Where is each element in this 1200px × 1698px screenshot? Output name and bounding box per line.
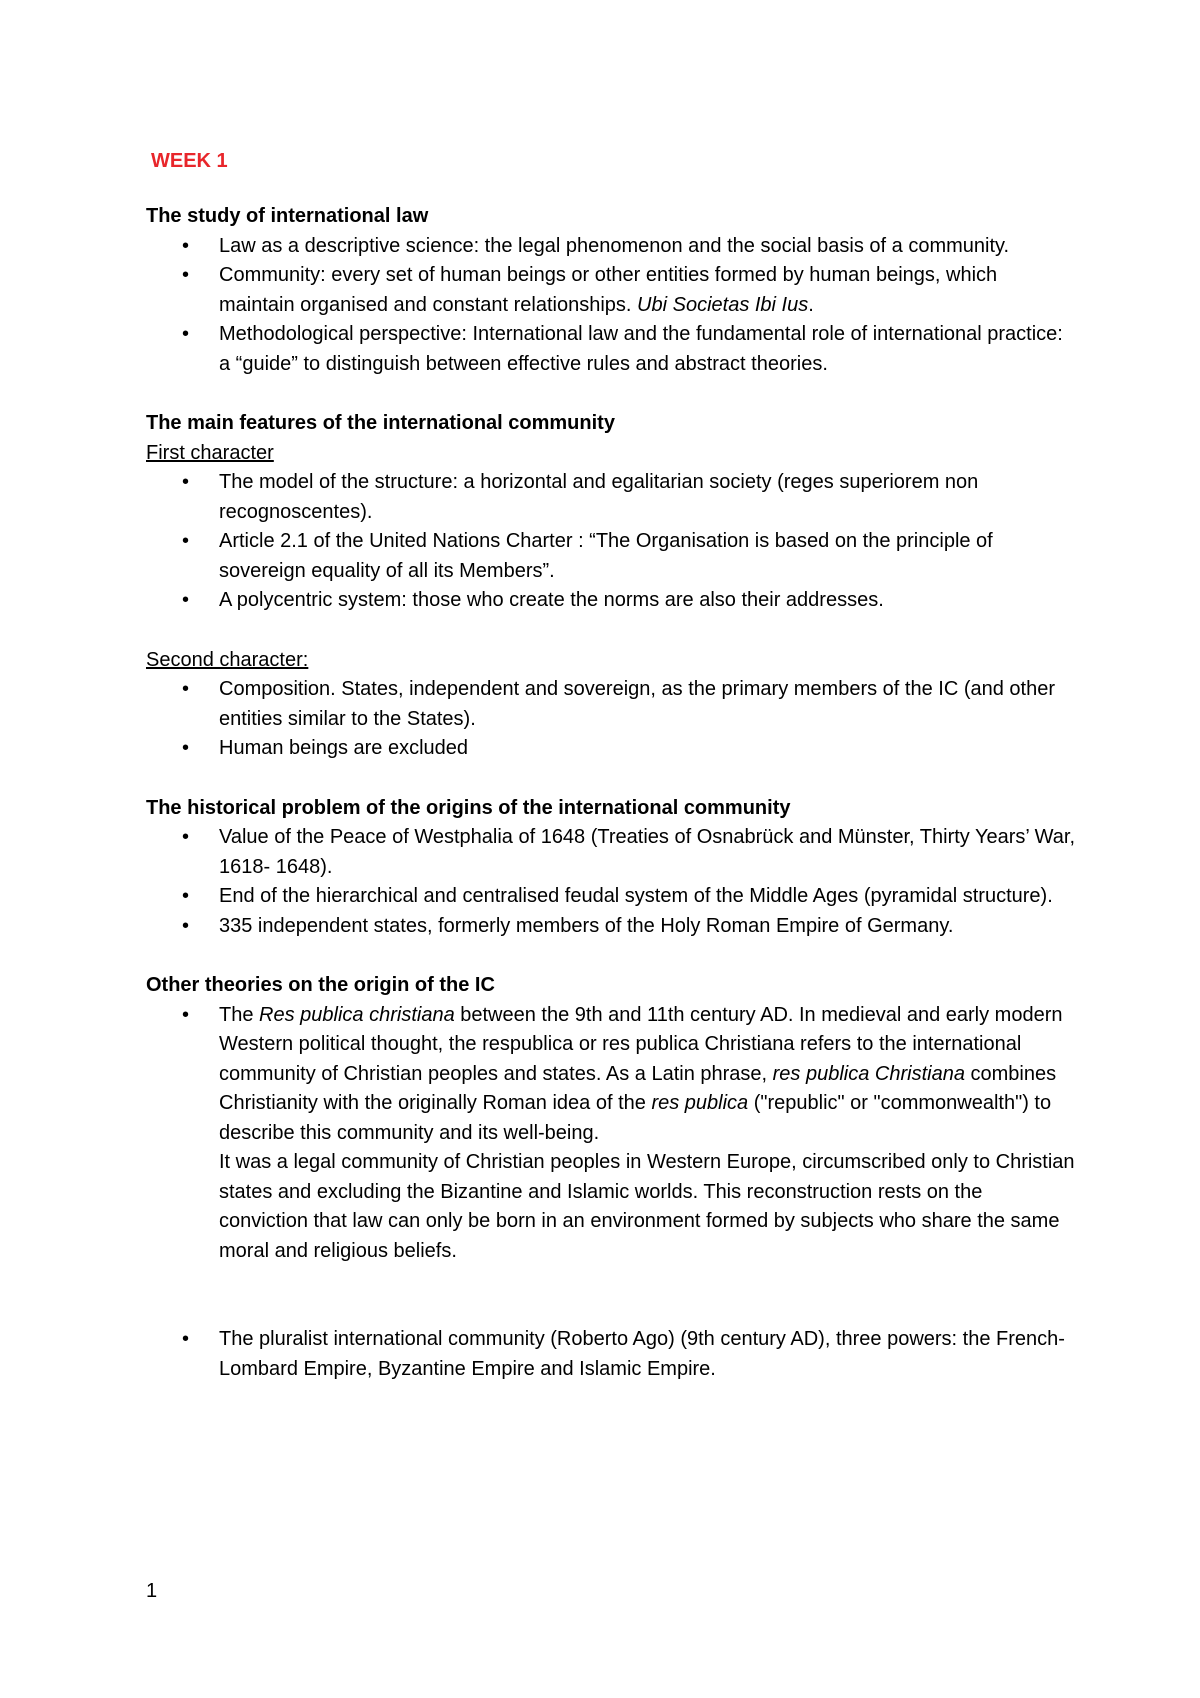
- list-item-text: The model of the structure: a horizontal and egalitarian society (reges superiorem non recognoscentes).: [219, 471, 979, 523]
- list-item: [146, 261, 1076, 320]
- bullet-icon: •: [182, 471, 190, 493]
- list-item-text: The Res publica christiana between the 9th and 11th century AD. In medieval and early modern Western political thought, the respublica or res publica Christiana refers to the international community of Christian peoples and states. As a Latin phrase, res publica Christiana combines Christianity with the originally Roman idea of the res publica ("republic" or "commonwealth") to describe this community and its well-being.: [219, 1003, 1063, 1144]
- list-item-text: Human beings are excluded: [219, 737, 469, 759]
- bullet-icon: •: [182, 826, 190, 848]
- list-item-text: Methodological perspective: International law and the fundamental role of international practice: a “guide” to distinguish between effective rules and abstract theories.: [219, 323, 1063, 375]
- list-item: [146, 912, 1076, 942]
- spacer: [146, 941, 1076, 971]
- bullet-icon: •: [182, 234, 190, 257]
- list-item-text: Composition. States, independent and sovereign, as the primary members of the IC (and other entities similar to the States).: [219, 678, 1056, 730]
- bullet-icon: •: [182, 1328, 190, 1350]
- list-item: [146, 882, 1076, 912]
- section-heading-features: The main features of the international community: [146, 412, 615, 434]
- spacer: [146, 616, 1076, 646]
- bullet-list-historical: [146, 823, 1076, 941]
- list-item-text-continued: It was a legal community of Christian peoples in Western Europe, circumscribed only to Christian states and excluding the Bizantine and Islamic worlds. This reconstruction rests on the conviction that law can only be born in an environment formed by subjects who share the same moral and religious beliefs.: [219, 1151, 1075, 1262]
- subheading-first-character: First character: [146, 441, 274, 464]
- list-item: [146, 232, 1076, 262]
- bullet-icon: •: [182, 530, 190, 552]
- section-heading-study: The study of international law: [146, 205, 429, 227]
- italic-phrase: Ubi Societas Ibi Ius: [637, 293, 809, 316]
- list-item-text: Community: every set of human beings or other entities formed by human beings, which maintain organised and constant relationships. Ubi Societas Ibi Ius.: [219, 264, 998, 316]
- list-item-text: Value of the Peace of Westphalia of 1648 (Treaties of Osnabrück and Münster, Thirty Years’ War, 1618- 1648).: [219, 826, 1076, 878]
- list-item-text: The pluralist international community (Roberto Ago) (9th century AD), three powers: the French-Lombard Empire, Byzantine Empire and Islamic Empire.: [219, 1328, 1065, 1380]
- bullet-icon: •: [182, 914, 190, 937]
- bullet-icon: •: [182, 589, 190, 611]
- bullet-list-first-character: [146, 468, 1076, 616]
- list-item: [146, 823, 1076, 882]
- list-item: [146, 675, 1076, 734]
- bullet-list-other-theories-2: [146, 1325, 1076, 1384]
- bullet-list-second-character: [146, 675, 1076, 764]
- list-item-text: 335 independent states, formerly members of the Holy Roman Empire of Germany.: [219, 914, 954, 937]
- list-item: [146, 1325, 1076, 1384]
- section-heading-historical: The historical problem of the origins of the international community: [146, 796, 791, 819]
- bullet-icon: •: [182, 1003, 190, 1026]
- list-item: [146, 320, 1076, 379]
- bullet-icon: •: [182, 885, 190, 907]
- document-body: [146, 146, 1076, 1384]
- bullet-list-study: [146, 232, 1076, 380]
- list-item-text: Article 2.1 of the United Nations Charter : “The Organisation is based on the principle of sovereign equality of all its Members”.: [219, 530, 993, 582]
- list-item-text: A polycentric system: those who create the norms are also their addresses.: [219, 589, 884, 611]
- page-number: 1: [146, 1580, 158, 1602]
- bullet-icon: •: [182, 323, 190, 345]
- italic-phrase: res publica: [651, 1092, 749, 1114]
- bullet-icon: •: [182, 678, 190, 700]
- spacer: [146, 1266, 1076, 1325]
- spacer: [146, 764, 1076, 794]
- italic-phrase: res publica Christiana: [772, 1062, 965, 1085]
- list-item: [146, 468, 1076, 527]
- subheading-second-character: Second character:: [146, 648, 309, 671]
- italic-phrase: Res publica christiana: [259, 1003, 455, 1026]
- bullet-list-other-theories: [146, 1001, 1076, 1267]
- list-item: [146, 734, 1076, 764]
- list-item: [146, 586, 1076, 616]
- bullet-icon: •: [182, 264, 190, 286]
- spacer: [146, 379, 1076, 409]
- bullet-icon: •: [182, 737, 190, 759]
- week-label: WEEK 1: [151, 150, 228, 172]
- list-item: [146, 1001, 1076, 1267]
- section-heading-other-theories: Other theories on the origin of the IC: [146, 974, 495, 996]
- list-item-text: Law as a descriptive science: the legal phenomenon and the social basis of a community.: [219, 234, 1010, 257]
- list-item-text: End of the hierarchical and centralised feudal system of the Middle Ages (pyramidal structure).: [219, 885, 1053, 907]
- list-item: [146, 527, 1076, 586]
